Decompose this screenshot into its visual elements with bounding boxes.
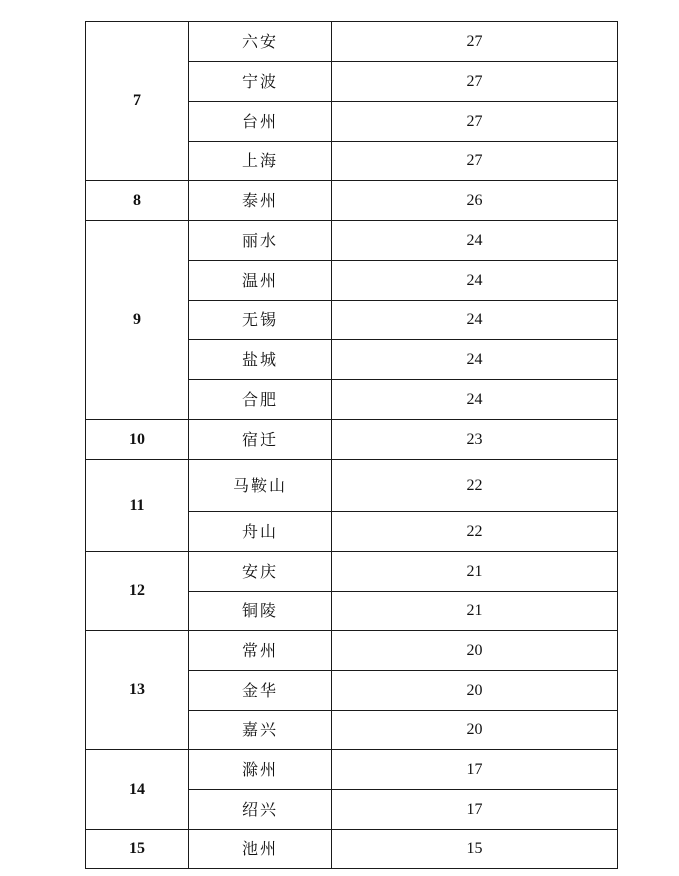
count-cell: 22 (332, 460, 618, 512)
count-cell: 21 (332, 592, 618, 631)
table-row (86, 750, 618, 790)
table-row (86, 631, 618, 671)
city-cell: 铜陵 (189, 592, 332, 631)
count-cell: 24 (332, 301, 618, 340)
city-cell: 无锡 (189, 301, 332, 340)
city-cell: 温州 (189, 261, 332, 301)
count-cell: 17 (332, 750, 618, 790)
count-cell: 15 (332, 830, 618, 869)
city-cell: 合肥 (189, 380, 332, 420)
count-cell: 24 (332, 340, 618, 380)
ranking-table-body (86, 22, 618, 869)
rank-cell: 9 (86, 221, 189, 420)
rank-cell: 13 (86, 631, 189, 750)
rank-cell: 15 (86, 830, 189, 869)
table-row (86, 830, 618, 869)
table-row (86, 181, 618, 221)
city-cell: 滁州 (189, 750, 332, 790)
city-cell: 池州 (189, 830, 332, 869)
rank-cell: 7 (86, 22, 189, 181)
count-cell: 23 (332, 420, 618, 460)
city-cell: 嘉兴 (189, 711, 332, 750)
table-row (86, 420, 618, 460)
count-cell: 27 (332, 62, 618, 102)
city-cell: 丽水 (189, 221, 332, 261)
city-cell: 泰州 (189, 181, 332, 221)
count-cell: 21 (332, 552, 618, 592)
table-row (86, 221, 618, 261)
count-cell: 17 (332, 790, 618, 830)
table-row (86, 22, 618, 62)
count-cell: 24 (332, 261, 618, 301)
count-cell: 20 (332, 671, 618, 711)
count-cell: 20 (332, 711, 618, 750)
count-cell: 27 (332, 142, 618, 181)
count-cell: 27 (332, 102, 618, 142)
city-cell: 舟山 (189, 512, 332, 552)
city-cell: 宁波 (189, 62, 332, 102)
city-cell: 台州 (189, 102, 332, 142)
table-row (86, 552, 618, 592)
table-row (86, 460, 618, 512)
city-cell: 金华 (189, 671, 332, 711)
count-cell: 22 (332, 512, 618, 552)
count-cell: 24 (332, 221, 618, 261)
city-cell: 马鞍山 (189, 460, 332, 512)
city-cell: 六安 (189, 22, 332, 62)
rank-cell: 14 (86, 750, 189, 830)
rank-cell: 12 (86, 552, 189, 631)
city-cell: 常州 (189, 631, 332, 671)
city-cell: 上海 (189, 142, 332, 181)
count-cell: 27 (332, 22, 618, 62)
city-cell: 盐城 (189, 340, 332, 380)
count-cell: 20 (332, 631, 618, 671)
city-cell: 绍兴 (189, 790, 332, 830)
ranking-table (85, 21, 618, 869)
rank-cell: 10 (86, 420, 189, 460)
count-cell: 24 (332, 380, 618, 420)
rank-cell: 8 (86, 181, 189, 221)
rank-cell: 11 (86, 460, 189, 552)
count-cell: 26 (332, 181, 618, 221)
city-cell: 安庆 (189, 552, 332, 592)
city-cell: 宿迁 (189, 420, 332, 460)
